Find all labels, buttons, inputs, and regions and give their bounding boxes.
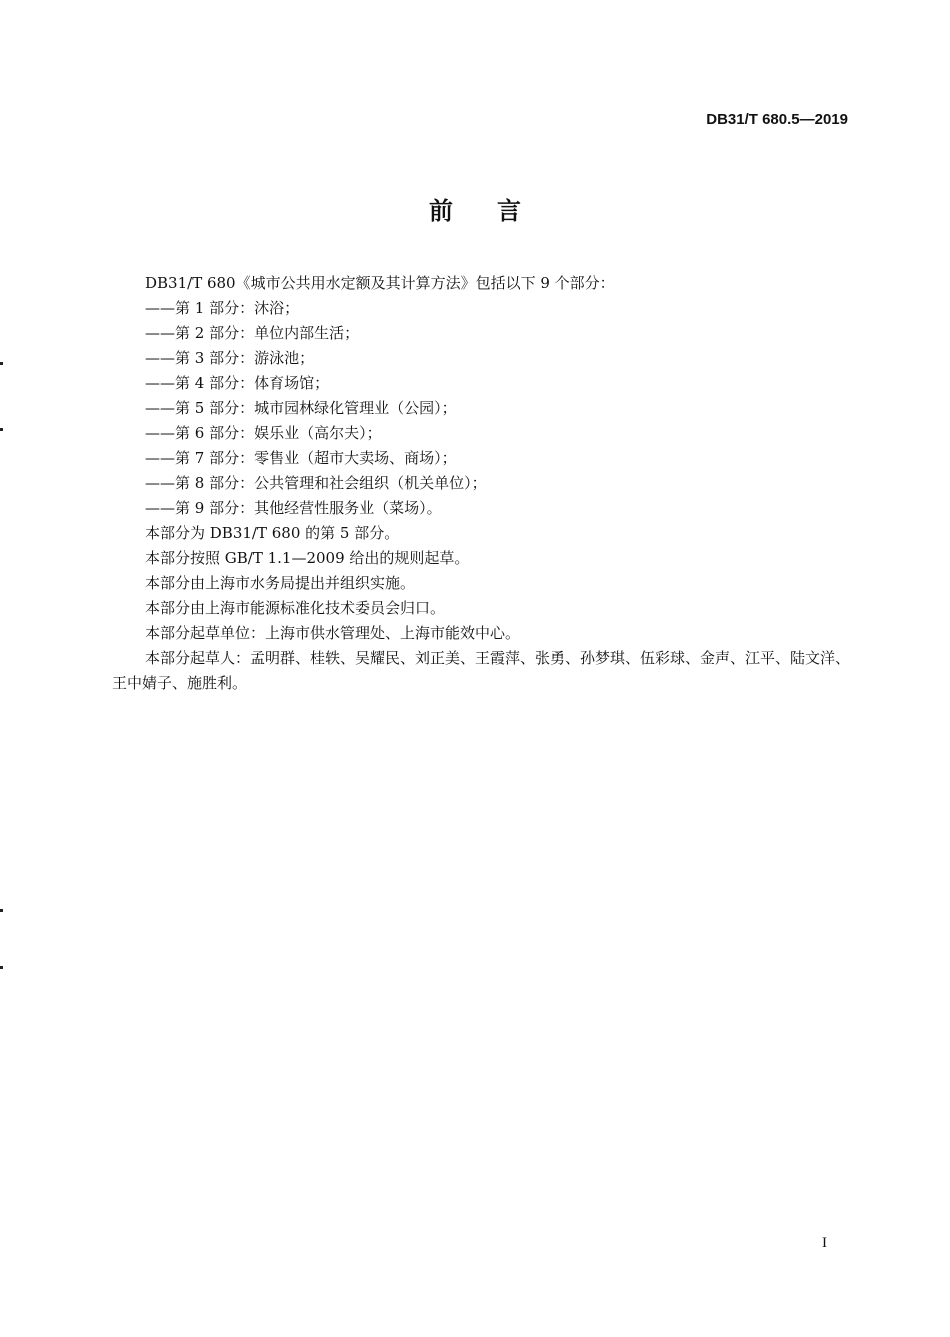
list-item-part-3: ——第 3 部分：游泳池； [145,349,315,367]
list-item-part-2: ——第 2 部分：单位内部生活； [145,324,360,342]
list-item-part-6: ——第 6 部分：娱乐业（高尔夫）； [145,424,382,442]
list-item-part-1: ——第 1 部分：沐浴； [145,299,300,317]
document-code: DB31/T 680.5—2019 [706,111,848,128]
page-title: 前言 [429,197,565,225]
paragraph-drafters-continued: 王中婧子、施胜利。 [112,674,248,692]
paragraph-drafting-rules: 本部分按照 GB/T 1.1—2009 给出的规则起草。 [145,549,470,567]
scan-mark [0,362,3,365]
scan-mark [0,909,3,912]
paragraph-administrator: 本部分由上海市能源标准化技术委员会归口。 [145,599,446,617]
paragraph-proposer: 本部分由上海市水务局提出并组织实施。 [145,574,416,592]
scan-mark [0,428,3,431]
paragraph-part-statement: 本部分为 DB31/T 680 的第 5 部分。 [145,524,400,542]
scan-mark [0,966,3,969]
list-item-part-4: ——第 4 部分：体育场馆； [145,374,330,392]
paragraph-intro: DB31/T 680《城市公共用水定额及其计算方法》包括以下 9 个部分： [145,274,615,292]
list-item-part-9: ——第 9 部分：其他经营性服务业（菜场）。 [145,499,442,517]
paragraph-drafters: 本部分起草人：孟明群、桂轶、吴耀民、刘正美、王霞萍、张勇、孙梦琪、伍彩球、金声、江平、陆文洋、 [145,649,851,667]
foreword-body [112,271,852,696]
list-item-part-8: ——第 8 部分：公共管理和社会组织（机关单位）； [145,474,487,492]
page-number: I [822,1235,827,1251]
paragraph-drafting-units: 本部分起草单位：上海市供水管理处、上海市能效中心。 [145,624,521,642]
list-item-part-5: ——第 5 部分：城市园林绿化管理业（公园）； [145,399,457,417]
list-item-part-7: ——第 7 部分：零售业（超市大卖场、商场）； [145,449,457,467]
